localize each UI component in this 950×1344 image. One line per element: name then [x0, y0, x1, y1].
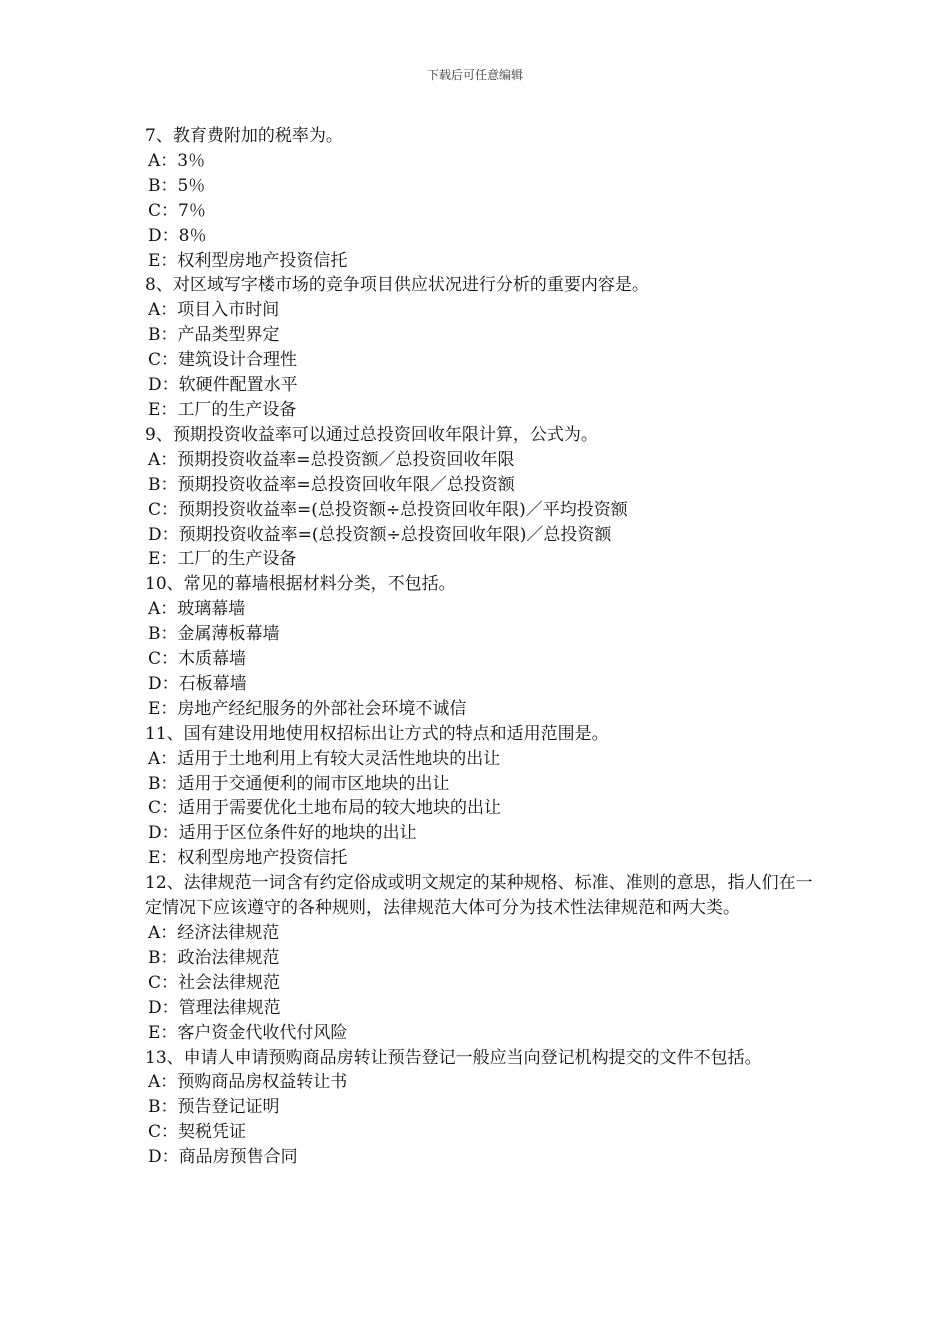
question-12	[145, 871, 813, 1045]
option-d: D：石板幕墙	[148, 673, 247, 694]
option-b: B：产品类型界定	[148, 325, 280, 346]
option-c: C：建筑设计合理性	[148, 350, 298, 371]
question-text: 13、申请人申请预购商品房转让预告登记一般应当向登记机构提交的文件不包括。	[145, 1047, 762, 1068]
question-text: 7、教育费附加的税率为。	[145, 126, 343, 146]
option-b: B：金属薄板幕墙	[148, 624, 280, 645]
option-a: A：适用于土地利用上有较大灵活性地块的出让	[148, 748, 501, 769]
question-13	[145, 1046, 813, 1171]
option-a: A：玻璃幕墙	[148, 599, 246, 620]
question-text: 11、国有建设用地使用权招标出让方式的特点和适用范围是。	[145, 723, 609, 744]
question-11	[145, 722, 813, 871]
option-b: B：5％	[148, 175, 206, 196]
option-d: D：适用于区位条件好的地块的出让	[148, 823, 417, 844]
option-c: C：契税凭证	[148, 1122, 247, 1143]
option-e: E：工厂的生产设备	[148, 549, 297, 570]
option-d: D：商品房预售合同	[148, 1147, 298, 1168]
option-b: B：适用于交通便利的闹市区地块的出让	[148, 773, 450, 794]
option-c: C：预期投资收益率=(总投资额÷总投资回收年限)／平均投资额	[148, 499, 628, 520]
question-list	[145, 124, 813, 1170]
option-b: B：预期投资收益率=总投资回收年限／总投资额	[148, 474, 515, 495]
page-header: 下载后可任意编辑	[426, 68, 523, 82]
option-e: E：房地产经纪服务的外部社会环境不诚信	[148, 698, 467, 719]
question-7	[145, 124, 813, 273]
option-c: C：7％	[148, 200, 206, 221]
option-d: D：8％	[148, 225, 207, 246]
question-text: 8、对区域写字楼市场的竞争项目供应状况进行分析的重要内容是。	[145, 275, 649, 296]
option-a: A：3％	[148, 150, 206, 171]
option-d: D：预期投资收益率=(总投资额÷总投资回收年限)／总投资额	[148, 524, 612, 545]
question-text: 12、法律规范一词含有约定俗成或明文规定的某种规格、标准、准则的意思，指人们在一定情况下应该遵守的各种规则，法律规范大体可分为技术性法律规范和两大类。	[145, 873, 813, 919]
option-a: A：项目入市时间	[148, 300, 280, 321]
option-c: C：木质幕墙	[148, 649, 247, 670]
option-e: E：工厂的生产设备	[148, 399, 297, 420]
question-9	[145, 423, 813, 572]
option-a: A：预购商品房权益转让书	[148, 1072, 348, 1093]
option-e: E：权利型房地产投资信托	[148, 250, 348, 271]
question-8	[145, 273, 813, 422]
option-b: B：预告登记证明	[148, 1097, 280, 1118]
option-b: B：政治法律规范	[148, 947, 280, 968]
option-d: D：管理法律规范	[148, 997, 281, 1018]
option-a: A：经济法律规范	[148, 923, 280, 943]
question-text: 9、预期投资收益率可以通过总投资回收年限计算，公式为。	[145, 424, 598, 445]
option-a: A：预期投资收益率=总投资额／总投资回收年限	[148, 449, 515, 470]
option-e: E：权利型房地产投资信托	[148, 848, 348, 869]
option-c: C：适用于需要优化土地布局的较大地块的出让	[148, 798, 502, 819]
question-text: 10、常见的幕墙根据材料分类，不包括。	[145, 574, 456, 595]
option-d: D：软硬件配置水平	[148, 375, 298, 396]
question-10	[145, 572, 813, 721]
option-c: C：社会法律规范	[148, 972, 281, 993]
option-e: E：客户资金代收代付风险	[148, 1022, 348, 1043]
